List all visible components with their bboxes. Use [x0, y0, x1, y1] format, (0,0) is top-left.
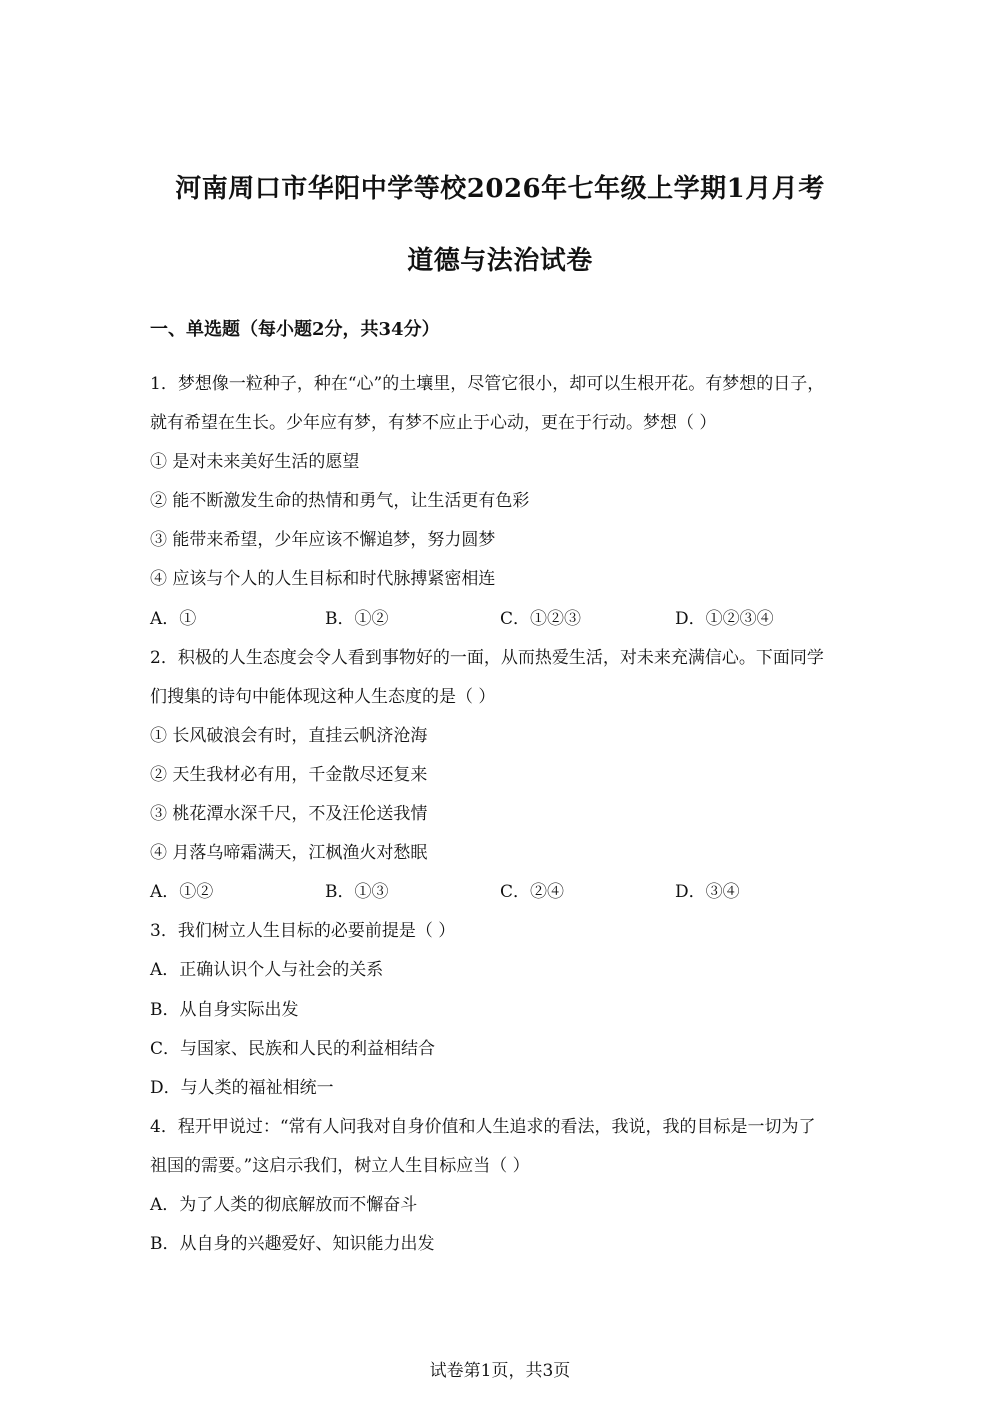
exam-subject-title: 道德与法治试卷 — [407, 246, 593, 276]
q1-stem-line: 就有希望在生长。少年应有梦，有梦不应止于心动，更在于行动。梦想（ ） — [150, 413, 717, 434]
exam-title: 河南周口市华阳中学等校2026年七年级上学期1月月考 — [175, 174, 825, 204]
q2-statement: ③ 桃花潭水深千尺，不及汪伦送我情 — [150, 804, 428, 825]
q3-option-b: B．从自身实际出发 — [150, 999, 299, 1020]
q4-stem-line: 4．程开甲说过：“常有人问我对自身价值和人生追求的看法，我说，我的目标是一切为了 — [150, 1116, 816, 1137]
q2-statement: ② 天生我材必有用，千金散尽还复来 — [150, 764, 428, 785]
q2-option-d: D．③④ — [675, 882, 740, 903]
q1-option-c: C．①②③ — [500, 608, 582, 629]
q1-option-a: A．① — [150, 608, 197, 629]
q2-stem-line: 2．积极的人生态度会令人看到事物好的一面，从而热爱生活，对未来充满信心。下面同学 — [150, 647, 824, 668]
q4-option-b: B．从自身的兴趣爱好、知识能力出发 — [150, 1234, 435, 1255]
section-heading: 一、单选题（每小题2分，共34分） — [150, 319, 440, 340]
q2-option-a: A．①② — [150, 882, 214, 903]
q2-option-b: B．①③ — [325, 882, 389, 903]
q1-statement: ④ 应该与个人的人生目标和时代脉搏紧密相连 — [150, 569, 496, 590]
q2-statement: ④ 月落乌啼霜满天，江枫渔火对愁眠 — [150, 843, 428, 864]
q1-option-b: B．①② — [325, 608, 389, 629]
q1-options — [150, 600, 870, 639]
q2-options — [150, 873, 870, 912]
q2-stem-line: 们搜集的诗句中能体现这种人生态度的是（ ） — [150, 686, 496, 707]
q1-statement: ② 能不断激发生命的热情和勇气，让生活更有色彩 — [150, 491, 530, 512]
q2-option-c: C．②④ — [500, 882, 565, 903]
q1-statement: ③ 能带来希望，少年应该不懈追梦，努力圆梦 — [150, 530, 496, 551]
q3-option-a: A．正确认识个人与社会的关系 — [150, 960, 384, 981]
q3-stem-line: 3．我们树立人生目标的必要前提是（ ） — [150, 921, 456, 942]
q1-stem-line: 1．梦想像一粒种子，种在“心”的土壤里，尽管它很小，却可以生根开花。有梦想的日子， — [150, 374, 825, 394]
q4-stem-line: 祖国的需要。”这启示我们，树立人生目标应当（ ） — [150, 1155, 530, 1176]
q1-option-d: D．①②③④ — [675, 608, 774, 629]
q1-statement: ① 是对未来美好生活的愿望 — [150, 452, 360, 473]
q3-option-d: D．与人类的福祉相统一 — [150, 1077, 334, 1098]
q4-option-a: A．为了人类的彻底解放而不懈奋斗 — [150, 1194, 418, 1215]
question-list — [150, 365, 870, 1264]
q3-option-c: C．与国家、民族和人民的利益相结合 — [150, 1038, 436, 1059]
q2-statement: ① 长风破浪会有时，直挂云帆济沧海 — [150, 725, 428, 746]
page-footer: 试卷第1页，共3页 — [429, 1361, 571, 1381]
